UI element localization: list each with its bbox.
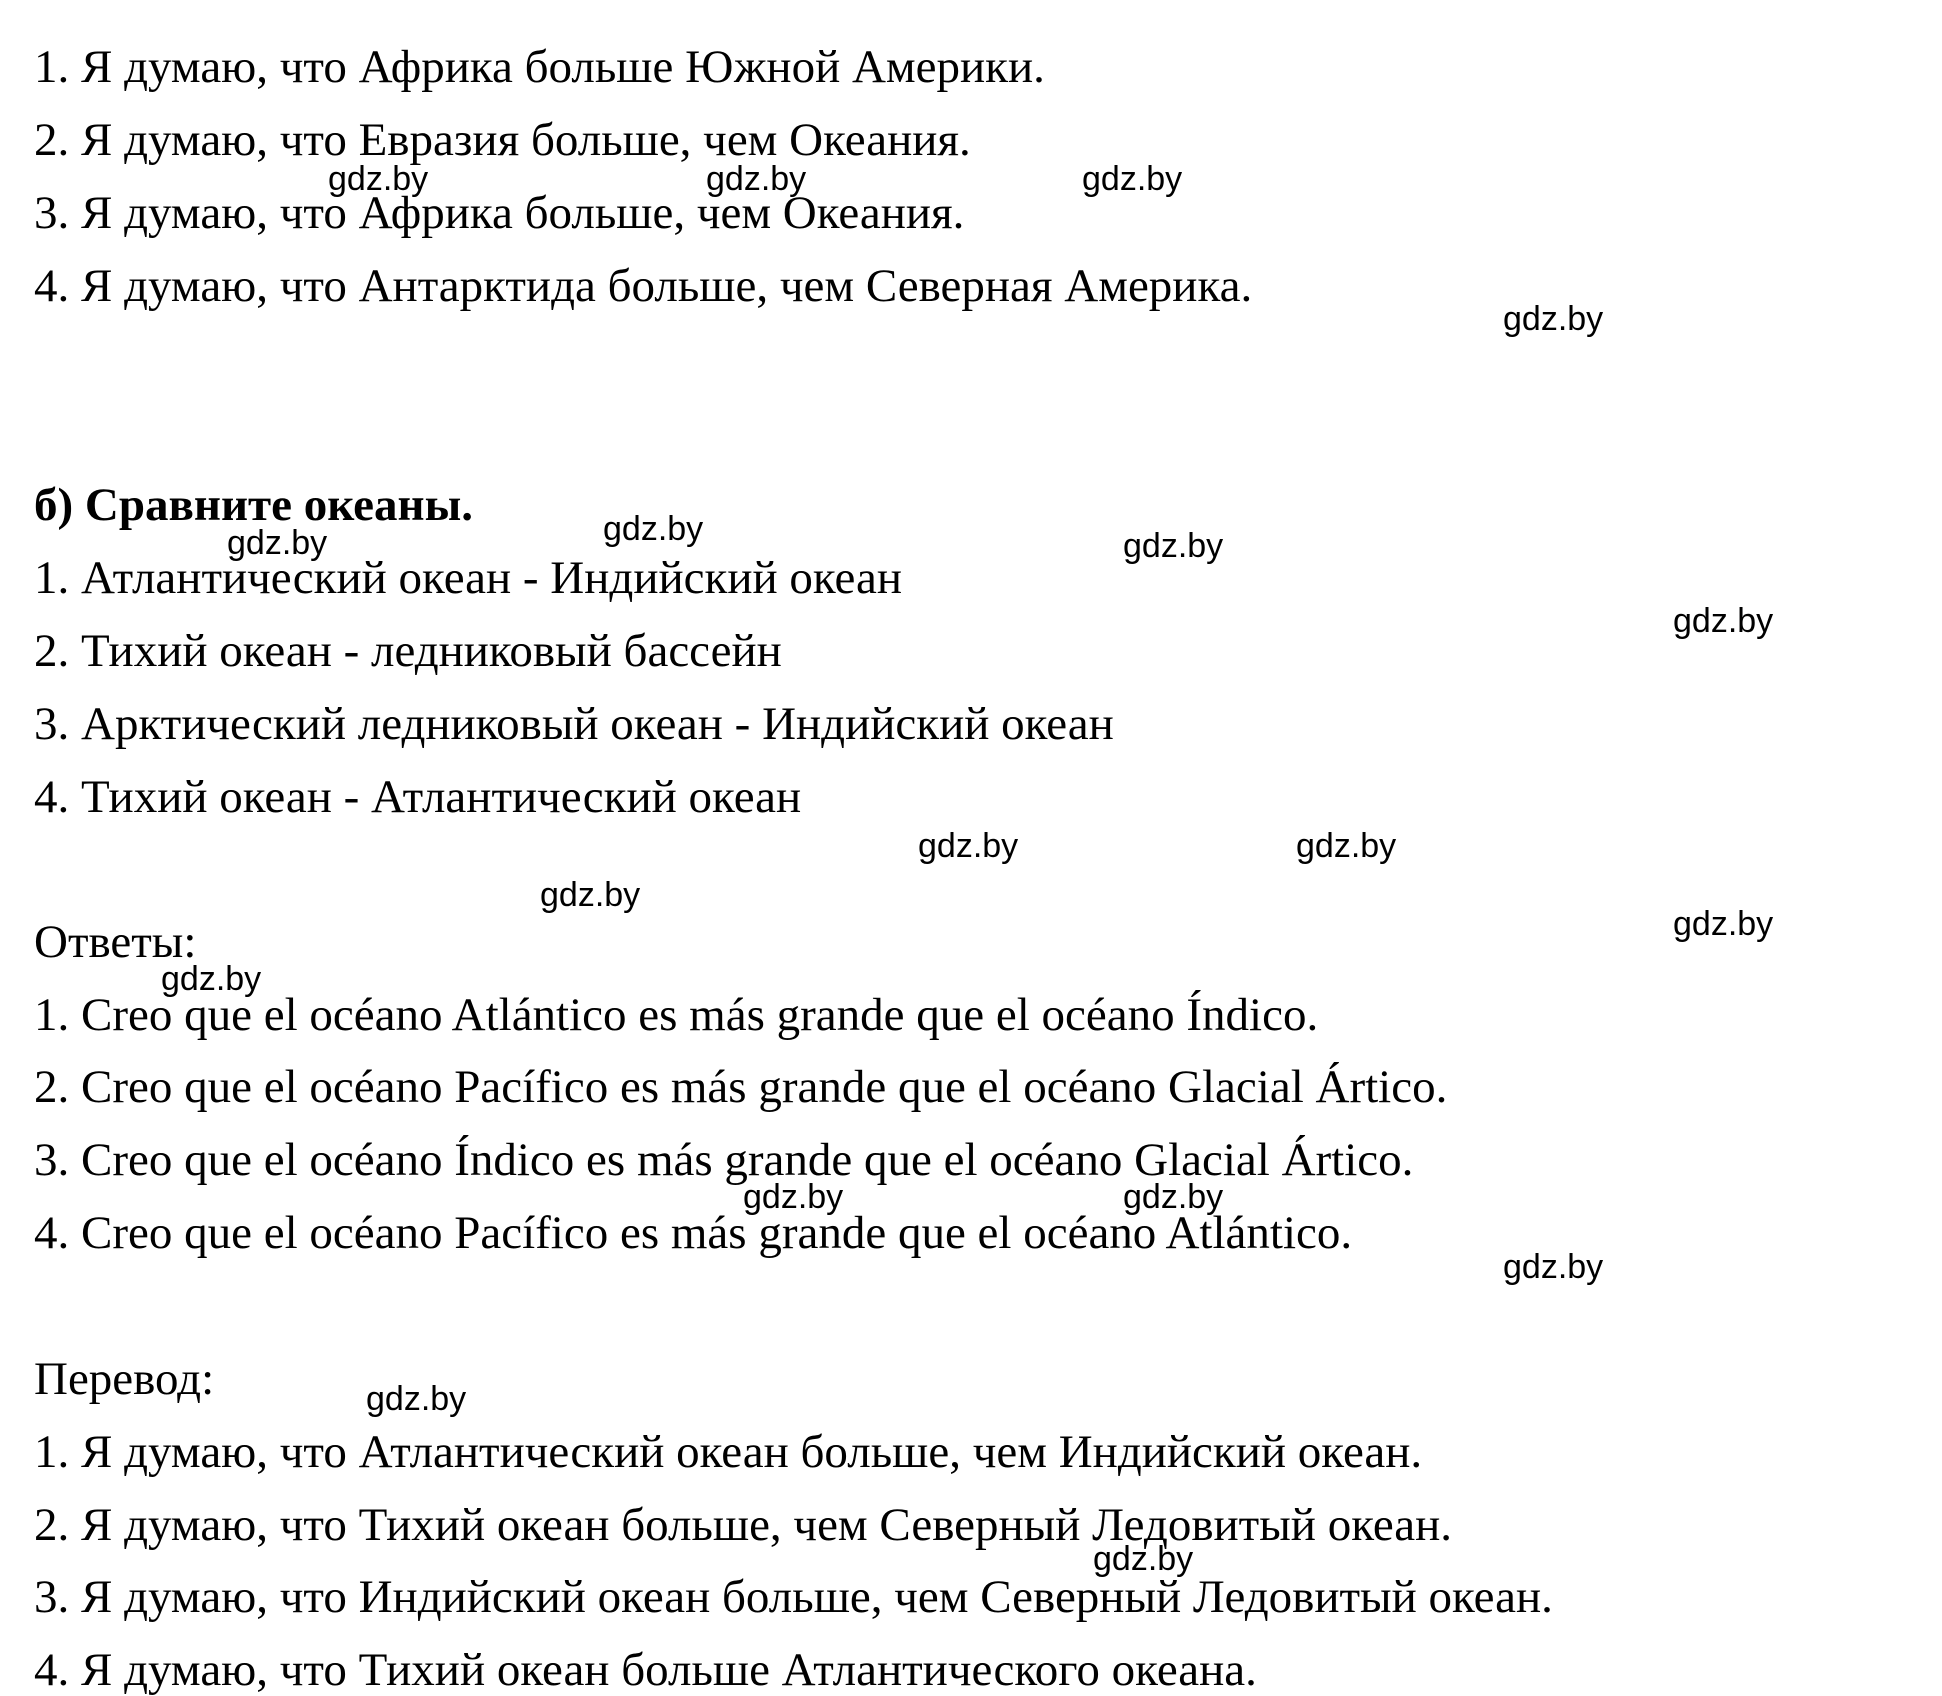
answer-item-1: 1. Creo que el océano Atlántico es más grande que el océano Índico.	[34, 989, 1319, 1041]
watermark: gdz.by	[161, 960, 262, 998]
watermark: gdz.by	[1082, 160, 1183, 198]
watermark: gdz.by	[1296, 827, 1397, 865]
watermark: gdz.by	[1503, 300, 1604, 338]
watermark: gdz.by	[1673, 905, 1774, 943]
translation-item-2: 2. Я думаю, что Тихий океан больше, чем Северный Ледовитый океан.	[34, 1499, 1453, 1551]
section-a-line-2: 2. Я думаю, что Евразия больше, чем Океания.	[34, 114, 971, 166]
translation-item-1: 1. Я думаю, что Атлантический океан больше, чем Индийский океан.	[34, 1426, 1423, 1478]
section-a-line-3: 3. Я думаю, что Африка больше, чем Океания.	[34, 187, 965, 239]
section-b-item-2: 2. Тихий океан - ледниковый бассейн	[34, 625, 782, 677]
section-a-line-4: 4. Я думаю, что Антарктида больше, чем Северная Америка.	[34, 260, 1253, 312]
translation-label: Перевод:	[34, 1353, 215, 1405]
section-b-item-1: 1. Атлантический океан - Индийский океан	[34, 552, 902, 604]
watermark: gdz.by	[1503, 1248, 1604, 1286]
watermark: gdz.by	[918, 827, 1019, 865]
watermark: gdz.by	[227, 524, 328, 562]
watermark: gdz.by	[540, 876, 641, 914]
watermark: gdz.by	[706, 160, 807, 198]
watermark: gdz.by	[366, 1380, 467, 1418]
translation-item-4: 4. Я думаю, что Тихий океан больше Атлантического океана.	[34, 1644, 1257, 1696]
watermark: gdz.by	[603, 510, 704, 548]
answer-item-3: 3. Creo que el océano Índico es más grande que el océano Glacial Ártico.	[34, 1134, 1414, 1186]
answers-label: Ответы:	[34, 916, 197, 968]
watermark: gdz.by	[1123, 527, 1224, 565]
section-b-item-3: 3. Арктический ледниковый океан - Индийский океан	[34, 698, 1114, 750]
section-b-heading: б) Сравните океаны.	[34, 479, 474, 531]
watermark: gdz.by	[1093, 1540, 1194, 1578]
answer-item-4: 4. Creo que el océano Pacífico es más grande que el océano Atlántico.	[34, 1207, 1353, 1259]
watermark: gdz.by	[1123, 1178, 1224, 1216]
watermark: gdz.by	[328, 160, 429, 198]
section-a-line-1: 1. Я думаю, что Африка больше Южной Америки.	[34, 41, 1045, 93]
watermark: gdz.by	[1673, 602, 1774, 640]
answer-item-2: 2. Creo que el océano Pacífico es más grande que el océano Glacial Ártico.	[34, 1061, 1448, 1113]
watermark: gdz.by	[743, 1178, 844, 1216]
translation-item-3: 3. Я думаю, что Индийский океан больше, чем Северный Ледовитый океан.	[34, 1571, 1553, 1623]
section-b-item-4: 4. Тихий океан - Атлантический океан	[34, 771, 802, 823]
